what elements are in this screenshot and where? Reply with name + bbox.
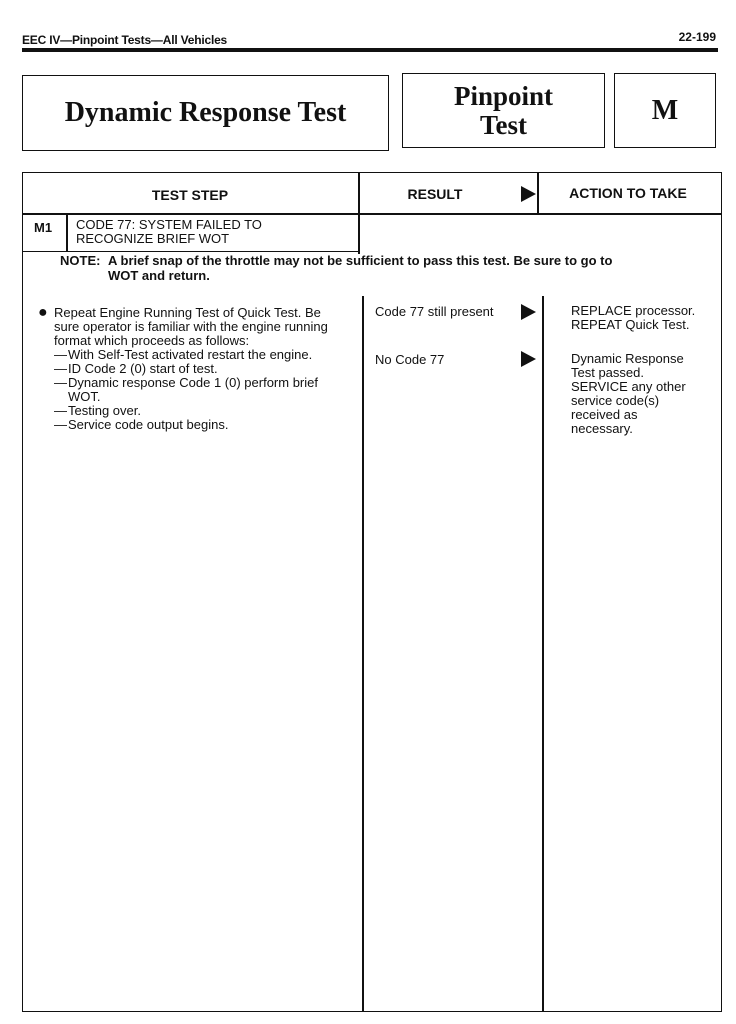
action-row-1	[571, 304, 711, 332]
header-rule	[22, 48, 718, 52]
col-header-test-step: TEST STEP	[151, 187, 229, 203]
sequence-text: Testing over.	[68, 403, 141, 418]
sequence-text: Service code output begins.	[68, 417, 229, 432]
dash-icon: —	[54, 403, 67, 418]
result-arrow-icon	[521, 186, 536, 202]
instruction-line: sure operator is familiar with the engine running	[54, 319, 328, 334]
result-arrow-icon	[521, 304, 536, 320]
step-id: M1	[34, 220, 53, 235]
note-line1: A brief snap of the throttle may not be sufficient to pass this test. Be sure to go to	[108, 253, 613, 268]
pinpoint-label-line2: Test	[479, 109, 527, 140]
dash-icon: —	[54, 347, 67, 362]
step-id-divider	[66, 213, 68, 252]
sequence-item	[38, 376, 356, 404]
test-letter: M	[614, 73, 716, 148]
col-divider-2-lower	[542, 296, 544, 1012]
action-line: Dynamic Response	[571, 351, 684, 366]
result-row-2: No Code 77	[375, 352, 445, 367]
result-row-1: Code 77 still present	[375, 304, 494, 319]
dash-icon: —	[54, 361, 67, 376]
page-number: 22-199	[678, 30, 716, 44]
instruction-text	[54, 306, 328, 348]
dash-icon: —	[54, 417, 67, 432]
note	[60, 253, 700, 283]
col-divider-1-lower	[362, 296, 364, 1012]
step-title	[76, 218, 262, 246]
step-title-line2: RECOGNIZE BRIEF WOT	[76, 231, 230, 246]
pinpoint-test-label	[402, 73, 605, 148]
action-line: received as	[571, 407, 638, 422]
action-line: service code(s)	[571, 393, 660, 408]
instruction-bullet	[38, 306, 356, 348]
dash-icon: —	[54, 375, 67, 390]
section-header: EEC IV—Pinpoint Tests—All Vehicles	[22, 33, 228, 47]
result-arrow-icon	[521, 351, 536, 367]
pinpoint-label-line1: Pinpoint	[453, 80, 554, 111]
step-title-line1: CODE 77: SYSTEM FAILED TO	[76, 217, 262, 232]
action-line: REPLACE processor.	[571, 303, 696, 318]
sequence-text: ID Code 2 (0) start of test.	[68, 361, 218, 376]
sequence-text: With Self-Test activated restart the engine.	[68, 347, 313, 362]
col-header-action: ACTION TO TAKE	[569, 185, 687, 201]
page-title: Dynamic Response Test	[22, 75, 389, 151]
action-line: SERVICE any other	[571, 379, 686, 394]
test-table	[22, 172, 722, 1012]
instruction-line: Repeat Engine Running Test of Quick Test. Be	[54, 305, 321, 320]
sequence-item	[38, 348, 356, 362]
sequence-item	[38, 418, 356, 432]
note-label: NOTE:	[60, 253, 101, 268]
col-header-result: RESULT	[407, 186, 463, 202]
action-row-2	[571, 352, 711, 436]
sequence-item	[38, 404, 356, 418]
sequence-item	[38, 362, 356, 376]
sequence-text: Dynamic response Code 1 (0) perform brief WOT.	[68, 375, 318, 404]
action-line: REPEAT Quick Test.	[571, 317, 690, 332]
action-line: Test passed.	[571, 365, 644, 380]
action-line: necessary.	[571, 421, 633, 436]
note-line2: WOT and return.	[108, 268, 210, 283]
test-step-instructions	[38, 306, 356, 432]
bullet-icon: ●	[38, 304, 48, 321]
instruction-line: format which proceeds as follows:	[54, 333, 250, 348]
